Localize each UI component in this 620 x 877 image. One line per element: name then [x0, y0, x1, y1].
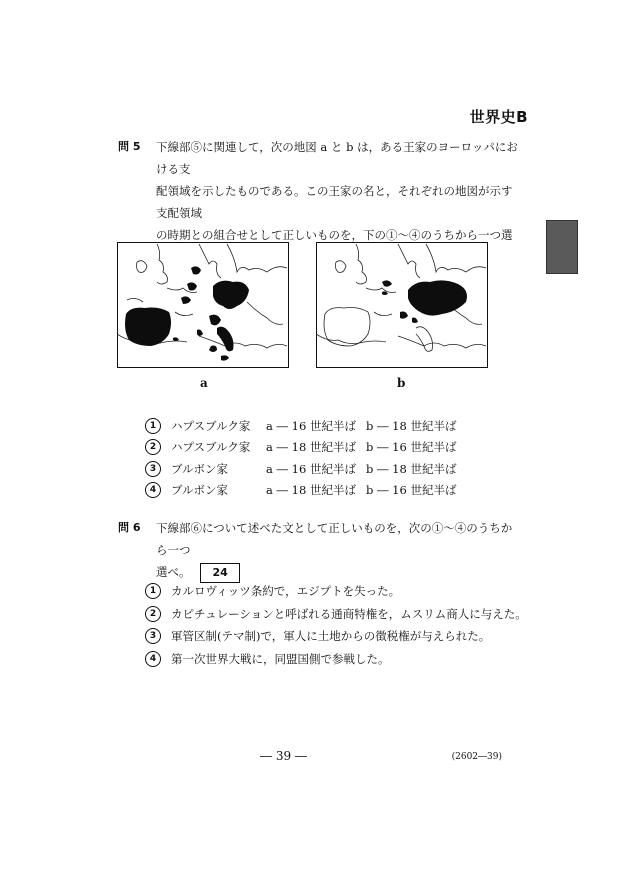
- option-number-circle: 4: [145, 651, 161, 667]
- page-number: ― 39 ―: [260, 749, 307, 763]
- option-text: 軍管区制(テマ制)で，軍人に土地からの徴税権が与えられた。: [171, 629, 491, 644]
- section-tab: [546, 220, 578, 274]
- subject-heading: 世界史B: [469, 108, 528, 126]
- option-number-circle: 4: [145, 482, 161, 498]
- question-6-options: [145, 580, 527, 670]
- map-a-label: a: [200, 376, 208, 390]
- option-number-circle: 1: [145, 583, 161, 599]
- question-6: [118, 517, 518, 583]
- option-1[interactable]: [145, 580, 527, 603]
- option-a-period: a ― 18 世紀半ば: [266, 440, 356, 455]
- question-text-line: の時期との組合せとして正しいものを，下の①～④のうちから一つ選: [156, 228, 513, 242]
- option-b-period: b ― 16 世紀半ば: [366, 483, 457, 498]
- question-5-options: [145, 415, 456, 501]
- question-text-line: 下線部⑤に関連して，次の地図 a と b は，ある王家のヨーロッパにおける支: [156, 140, 518, 176]
- option-house: ブルボン家: [171, 461, 229, 476]
- option-text: 第一次世界大戦に，同盟国側で参戦した。: [171, 651, 390, 666]
- option-b-period: b ― 16 世紀半ば: [366, 440, 457, 455]
- option-number-circle: 1: [145, 418, 161, 434]
- europe-map-a: [117, 242, 289, 368]
- option-text: カルロヴィッツ条約で，エジプトを失った。: [171, 584, 401, 599]
- option-2[interactable]: [145, 603, 527, 626]
- question-text-line: 下線部⑥について述べた文として正しいものを，次の①～④のうちから一つ: [156, 521, 513, 557]
- option-2[interactable]: [145, 437, 456, 459]
- option-b-period: b ― 18 世紀半ば: [366, 418, 457, 433]
- map-a: [117, 242, 289, 372]
- option-number-circle: 3: [145, 628, 161, 644]
- option-house: ハプスブルク家: [171, 440, 251, 455]
- question-number: 問 6: [118, 521, 141, 534]
- option-3[interactable]: [145, 458, 456, 480]
- map-b: [316, 242, 488, 372]
- question-text-line: 配領域を示したものである。この王家の名と，それぞれの地図が示す支配領域: [156, 184, 513, 220]
- option-a-period: a ― 16 世紀半ば: [266, 461, 356, 476]
- option-house: ブルボン家: [171, 483, 229, 498]
- option-1[interactable]: [145, 415, 456, 437]
- option-number-circle: 2: [145, 439, 161, 455]
- option-house: ハプスブルク家: [171, 418, 251, 433]
- option-number-circle: 3: [145, 461, 161, 477]
- option-4[interactable]: [145, 480, 456, 502]
- option-a-period: a ― 16 世紀半ば: [266, 418, 356, 433]
- question-number: 問 5: [118, 140, 141, 153]
- question-text-line: 選べ。: [156, 565, 191, 579]
- option-text: カピチュレーションと呼ばれる通商特権を，ムスリム商人に与えた。: [171, 606, 527, 621]
- map-b-label: b: [397, 376, 406, 390]
- option-3[interactable]: [145, 625, 527, 648]
- option-a-period: a ― 18 世紀半ば: [266, 483, 356, 498]
- answer-box[interactable]: 24: [200, 563, 240, 583]
- europe-map-b: [316, 242, 488, 368]
- page-code: (2602―39): [451, 752, 502, 762]
- option-b-period: b ― 18 世紀半ば: [366, 461, 457, 476]
- option-number-circle: 2: [145, 606, 161, 622]
- option-4[interactable]: [145, 648, 527, 671]
